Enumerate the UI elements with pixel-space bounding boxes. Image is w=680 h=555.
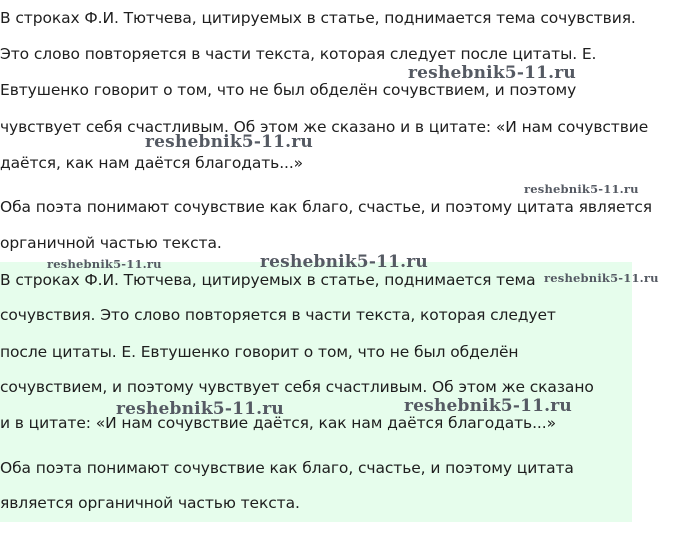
text-line: сочувствием, и поэтому чувствует себя счастливым. Об этом же сказано [0, 378, 594, 396]
watermark: reshebnik5-11.ru [408, 63, 576, 83]
text-line: Это слово повторяется в части текста, которая следует после цитаты. Е. [0, 45, 597, 63]
watermark: reshebnik5-11.ru [145, 132, 313, 152]
text-line: В строках Ф.И. Тютчева, цитируемых в статье, поднимается тема [0, 271, 536, 289]
watermark: reshebnik5-11.ru [260, 252, 428, 272]
text-line: даётся, как нам даётся благодать...» [0, 154, 304, 172]
watermark: reshebnik5-11.ru [544, 271, 659, 285]
watermark: reshebnik5-11.ru [47, 257, 162, 271]
watermark: reshebnik5-11.ru [524, 182, 639, 196]
watermark: reshebnik5-11.ru [404, 396, 572, 416]
text-line: и в цитате: «И нам сочувствие даётся, как нам даётся благодать...» [0, 414, 556, 432]
text-line: после цитаты. Е. Евтушенко говорит о том, что не был обделён [0, 343, 519, 361]
watermark: reshebnik5-11.ru [116, 399, 284, 419]
text-line: Оба поэта понимают сочувствие как благо, счастье, и поэтому цитата является [0, 198, 652, 216]
text-line: Евтушенко говорит о том, что не был обделён сочувствием, и поэтому [0, 81, 577, 99]
text-line: чувствует себя счастливым. Об этом же сказано и в цитате: «И нам сочувствие [0, 118, 649, 136]
text-line: сочувствия. Это слово повторяется в части текста, которая следует [0, 306, 556, 324]
text-line: является органичной частью текста. [0, 494, 300, 512]
text-line: органичной частью текста. [0, 234, 222, 252]
text-line: В строках Ф.И. Тютчева, цитируемых в статье, поднимается тема сочувствия. [0, 9, 636, 27]
text-line: Оба поэта понимают сочувствие как благо, счастье, и поэтому цитата [0, 459, 574, 477]
